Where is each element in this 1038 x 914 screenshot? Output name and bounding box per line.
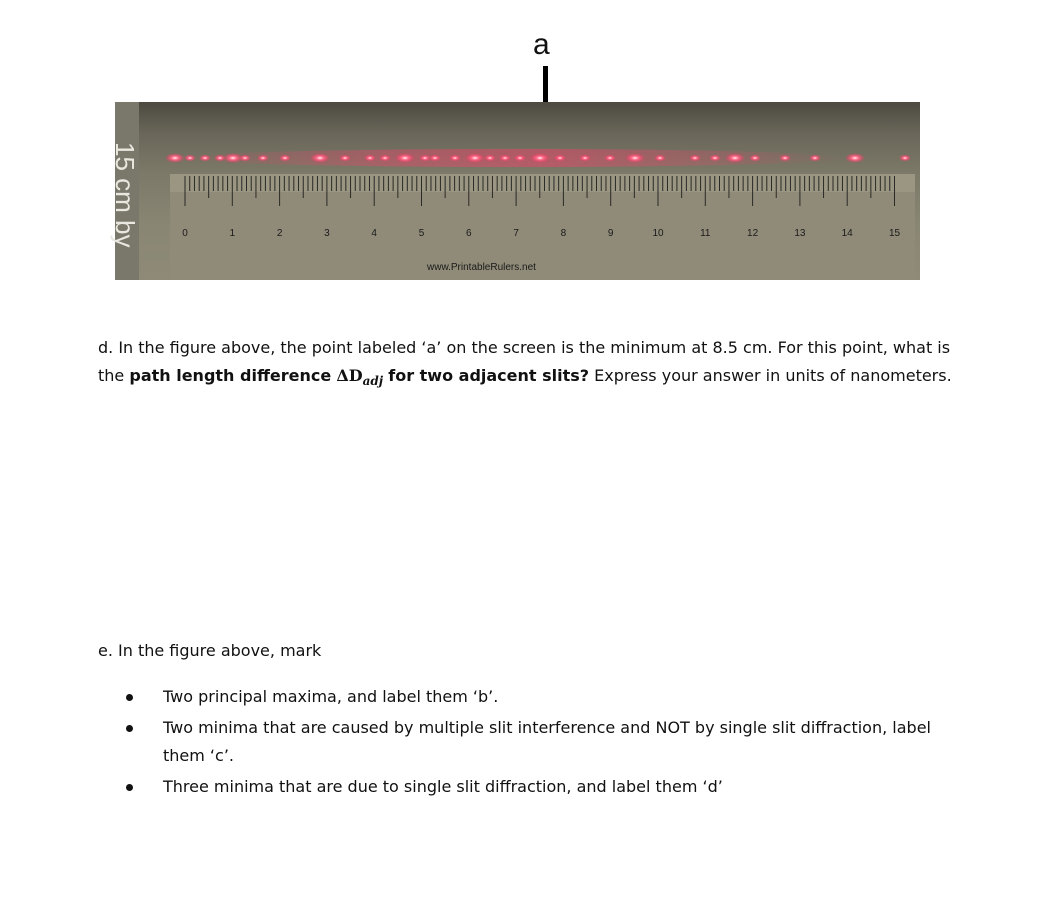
ruler-number: 13 (794, 228, 806, 239)
ruler-number: 8 (560, 228, 567, 239)
laser-spot (429, 155, 441, 162)
laser-spot (339, 155, 351, 162)
ruler-number: 6 (466, 228, 472, 239)
delta-d-main: ΔD (336, 366, 363, 385)
laser-spot (749, 155, 761, 162)
ruler-number: 0 (182, 228, 188, 239)
ruler-number: 11 (700, 228, 711, 239)
laser-spot (465, 153, 485, 163)
laser-spot (689, 155, 701, 162)
ruler-number: 3 (324, 228, 330, 239)
laser-spot (899, 155, 911, 162)
ruler-number: 14 (841, 228, 853, 239)
laser-spot (779, 155, 791, 162)
ruler-number: 2 (276, 228, 283, 239)
laser-spot (449, 155, 461, 162)
laser-spot (257, 155, 269, 162)
question-d (98, 334, 958, 395)
laser-spot (725, 153, 745, 163)
ruler-number: 4 (371, 228, 377, 239)
laser-spot (239, 155, 251, 162)
laser-spot (199, 155, 211, 162)
bullet-item-d: Three minima that are due to single slit diffraction, and label them ‘d’ (126, 773, 946, 801)
laser-spot (809, 155, 821, 162)
laser-spot (654, 155, 666, 162)
ruler-url-text: www.PrintableRulers.net (427, 262, 536, 273)
ruler-side-label: 15 cm by (110, 142, 140, 248)
question-e-intro: e. In the figure above, mark (98, 641, 322, 660)
point-a-label: a (533, 28, 550, 61)
ruler-number: 9 (607, 228, 614, 239)
laser-spot (379, 155, 391, 162)
laser-spot (514, 155, 526, 162)
laser-spot (604, 155, 616, 162)
ruler-and-laser-svg (115, 102, 920, 280)
laser-spot (499, 155, 511, 162)
delta-d-adj-symbol (336, 366, 384, 389)
laser-spot (845, 153, 865, 163)
laser-spot (279, 155, 291, 162)
delta-d-subscript: adj (362, 374, 384, 389)
laser-spot (184, 155, 196, 162)
question-d-suffix: Express your answer in units of nanometers. (594, 366, 952, 385)
laser-spot (709, 155, 721, 162)
ruler-number: 12 (747, 228, 759, 239)
bullet-item-c: Two minima that are caused by multiple slit interference and NOT by single slit diffraction, label them ‘c’. (126, 714, 946, 770)
ruler-number: 7 (513, 228, 519, 239)
laser-spot (395, 153, 415, 163)
question-d-prefix: d. In the figure above, the point labeled ‘a’ on the screen is the minimum at 8.5 cm. For this point, what is the (98, 338, 951, 385)
question-d-bold-lead: path length difference (129, 366, 332, 385)
laser-spot (579, 155, 591, 162)
question-e-bullet-list (126, 683, 946, 804)
ruler-number: 10 (652, 228, 664, 239)
laser-spot (165, 153, 185, 163)
bullet-item-b: Two principal maxima, and label them ‘b’. (126, 683, 946, 711)
laser-spot (530, 153, 550, 163)
laser-spot (625, 153, 645, 163)
ruler-number: 5 (418, 228, 425, 239)
question-d-bold-tail: for two adjacent slits? (388, 366, 590, 385)
ruler-number: 1 (229, 228, 236, 239)
diffraction-pattern-photo (110, 102, 920, 280)
laser-spot (364, 155, 376, 162)
laser-spot (484, 155, 496, 162)
ruler-number: 15 (888, 228, 901, 239)
laser-spot (554, 155, 566, 162)
laser-spot (310, 153, 330, 163)
